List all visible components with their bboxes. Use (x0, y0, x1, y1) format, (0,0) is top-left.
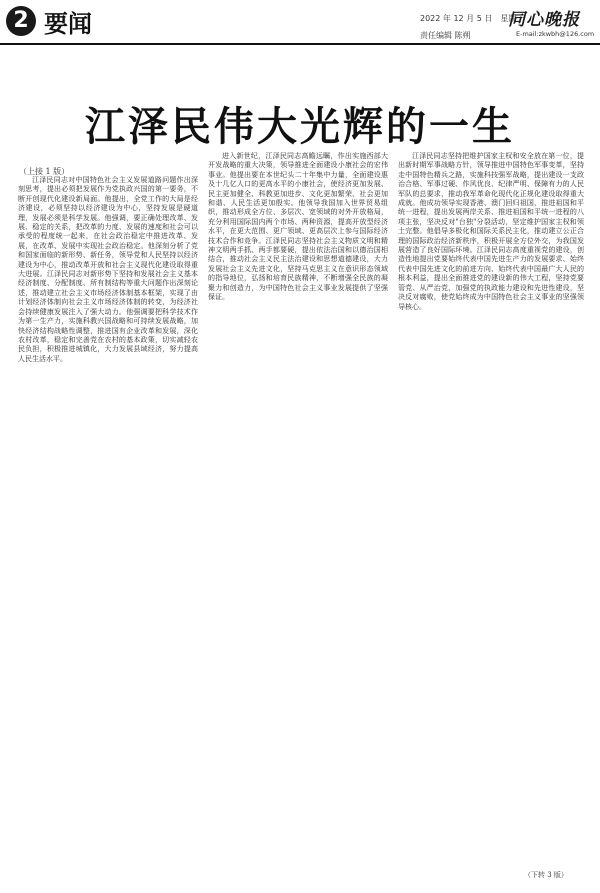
continued-on-note: （下转 3 版） (524, 871, 568, 879)
article-column-1 (18, 176, 198, 876)
article-headline: 江泽民伟大光辉的一生 (85, 103, 515, 150)
continued-from-note: （上接 1 版） (19, 167, 70, 176)
header-divider (0, 43, 600, 45)
editor-credit: 责任编辑 陈朔 (420, 31, 471, 40)
page-number-badge: 2 (6, 6, 36, 36)
masthead-logo: 同心晚报 (508, 10, 580, 30)
column-text: 江泽民同志对中国特色社会主义发展道路问题作出深刻思考，提出必须把发展作为党执政兴国的第一要务，不断开创现代化建设新局面。他提出，全党工作的大局是经济建设，必须坚持以经济建设为中心，坚持发展是硬道理，发展必须是科学发展。他强调，要正确处理改革、发展、稳定的关系，把改革的力度、发展的速度和社会可以承受的程度统一起来，在社会政治稳定中推进改革、发展，在改革、发展中实现社会政治稳定。他深刻分析了党和国家面临的新形势、新任务，领导党和人民坚持以经济建设为中心，推动改革开放和社会主义现代化建设取得重大进展。江泽民同志对新形势下坚持和发展社会主义基本经济制度、分配制度、所有制结构等重大问题作出深刻论述，推动建立社会主义市场经济体制基本框架，实现了由计划经济体制向社会主义市场经济体制的转变，为经济社会持续健康发展注入了强大动力。他强调要把科学技术作为第一生产力，实施科教兴国战略和可持续发展战略，加快经济结构战略性调整，推进国有企业改革和发展，深化农村改革，稳定和完善党在农村的基本政策，切实减轻农民负担，积极推进城镇化，大力发展县域经济，努力提高人民生活水平。 (18, 176, 198, 363)
section-name: 要闻 (44, 10, 92, 38)
issue-date: 2022 年 12 月 5 日 星期一 (420, 14, 525, 23)
page-header (0, 0, 600, 50)
column-text: 进入新世纪，江泽民同志高瞻远瞩，作出实施西部大开发战略的重大决策，领导推进全面建设小康社会的宏伟事业。他提出要在本世纪头二十年集中力量，全面建设惠及十几亿人口的更高水平的小康社会，使经济更加发展、民主更加健全、科教更加进步、文化更加繁荣、社会更加和谐、人民生活更加殷实。他领导我国加入世界贸易组织，推动形成全方位、多层次、宽领域的对外开放格局，充分利用国际国内两个市场、两种资源，提高开放型经济水平，在更大范围、更广领域、更高层次上参与国际经济技术合作和竞争。江泽民同志坚持社会主义物质文明和精神文明两手抓、两手都要硬，提出依法治国和以德治国相结合，推动社会主义民主法治建设和思想道德建设，大力发展社会主义先进文化，坚持马克思主义在意识形态领域的指导地位，弘扬和培育民族精神，不断增强全民族的凝聚力和创造力，为中国特色社会主义事业发展提供了坚强保证。 (208, 152, 388, 302)
column-text: 江泽民同志坚持把维护国家主权和安全放在第一位，提出新时期军事战略方针，领导推进中国特色军事变革，坚持走中国特色精兵之路，实施科技强军战略，提出建设一支政治合格、军事过硬、作风优良、纪律严明、保障有力的人民军队的总要求，推动我军革命化现代化正规化建设取得重大成就。他成功领导实现香港、澳门回归祖国，推进祖国和平统一进程，提出发展两岸关系、推进祖国和平统一进程的八项主张，坚决反对"台独"分裂活动，坚定维护国家主权和领土完整。他倡导多极化和国际关系民主化，推动建立公正合理的国际政治经济新秩序，积极开展全方位外交，为我国发展营造了良好国际环境。江泽民同志高度重视党的建设，创造性地提出党要始终代表中国先进生产力的发展要求、始终代表中国先进文化的前进方向、始终代表中国最广大人民的根本利益，提出全面推进党的建设新的伟大工程，坚持党要管党、从严治党，加强党的执政能力建设和先进性建设，坚决反对腐败，使党始终成为中国特色社会主义事业的坚强领导核心。 (398, 152, 584, 311)
article-column-2 (208, 152, 388, 876)
article-column-3 (398, 152, 584, 876)
contact-email: E-mail:zkwbh@126.com (516, 30, 595, 38)
